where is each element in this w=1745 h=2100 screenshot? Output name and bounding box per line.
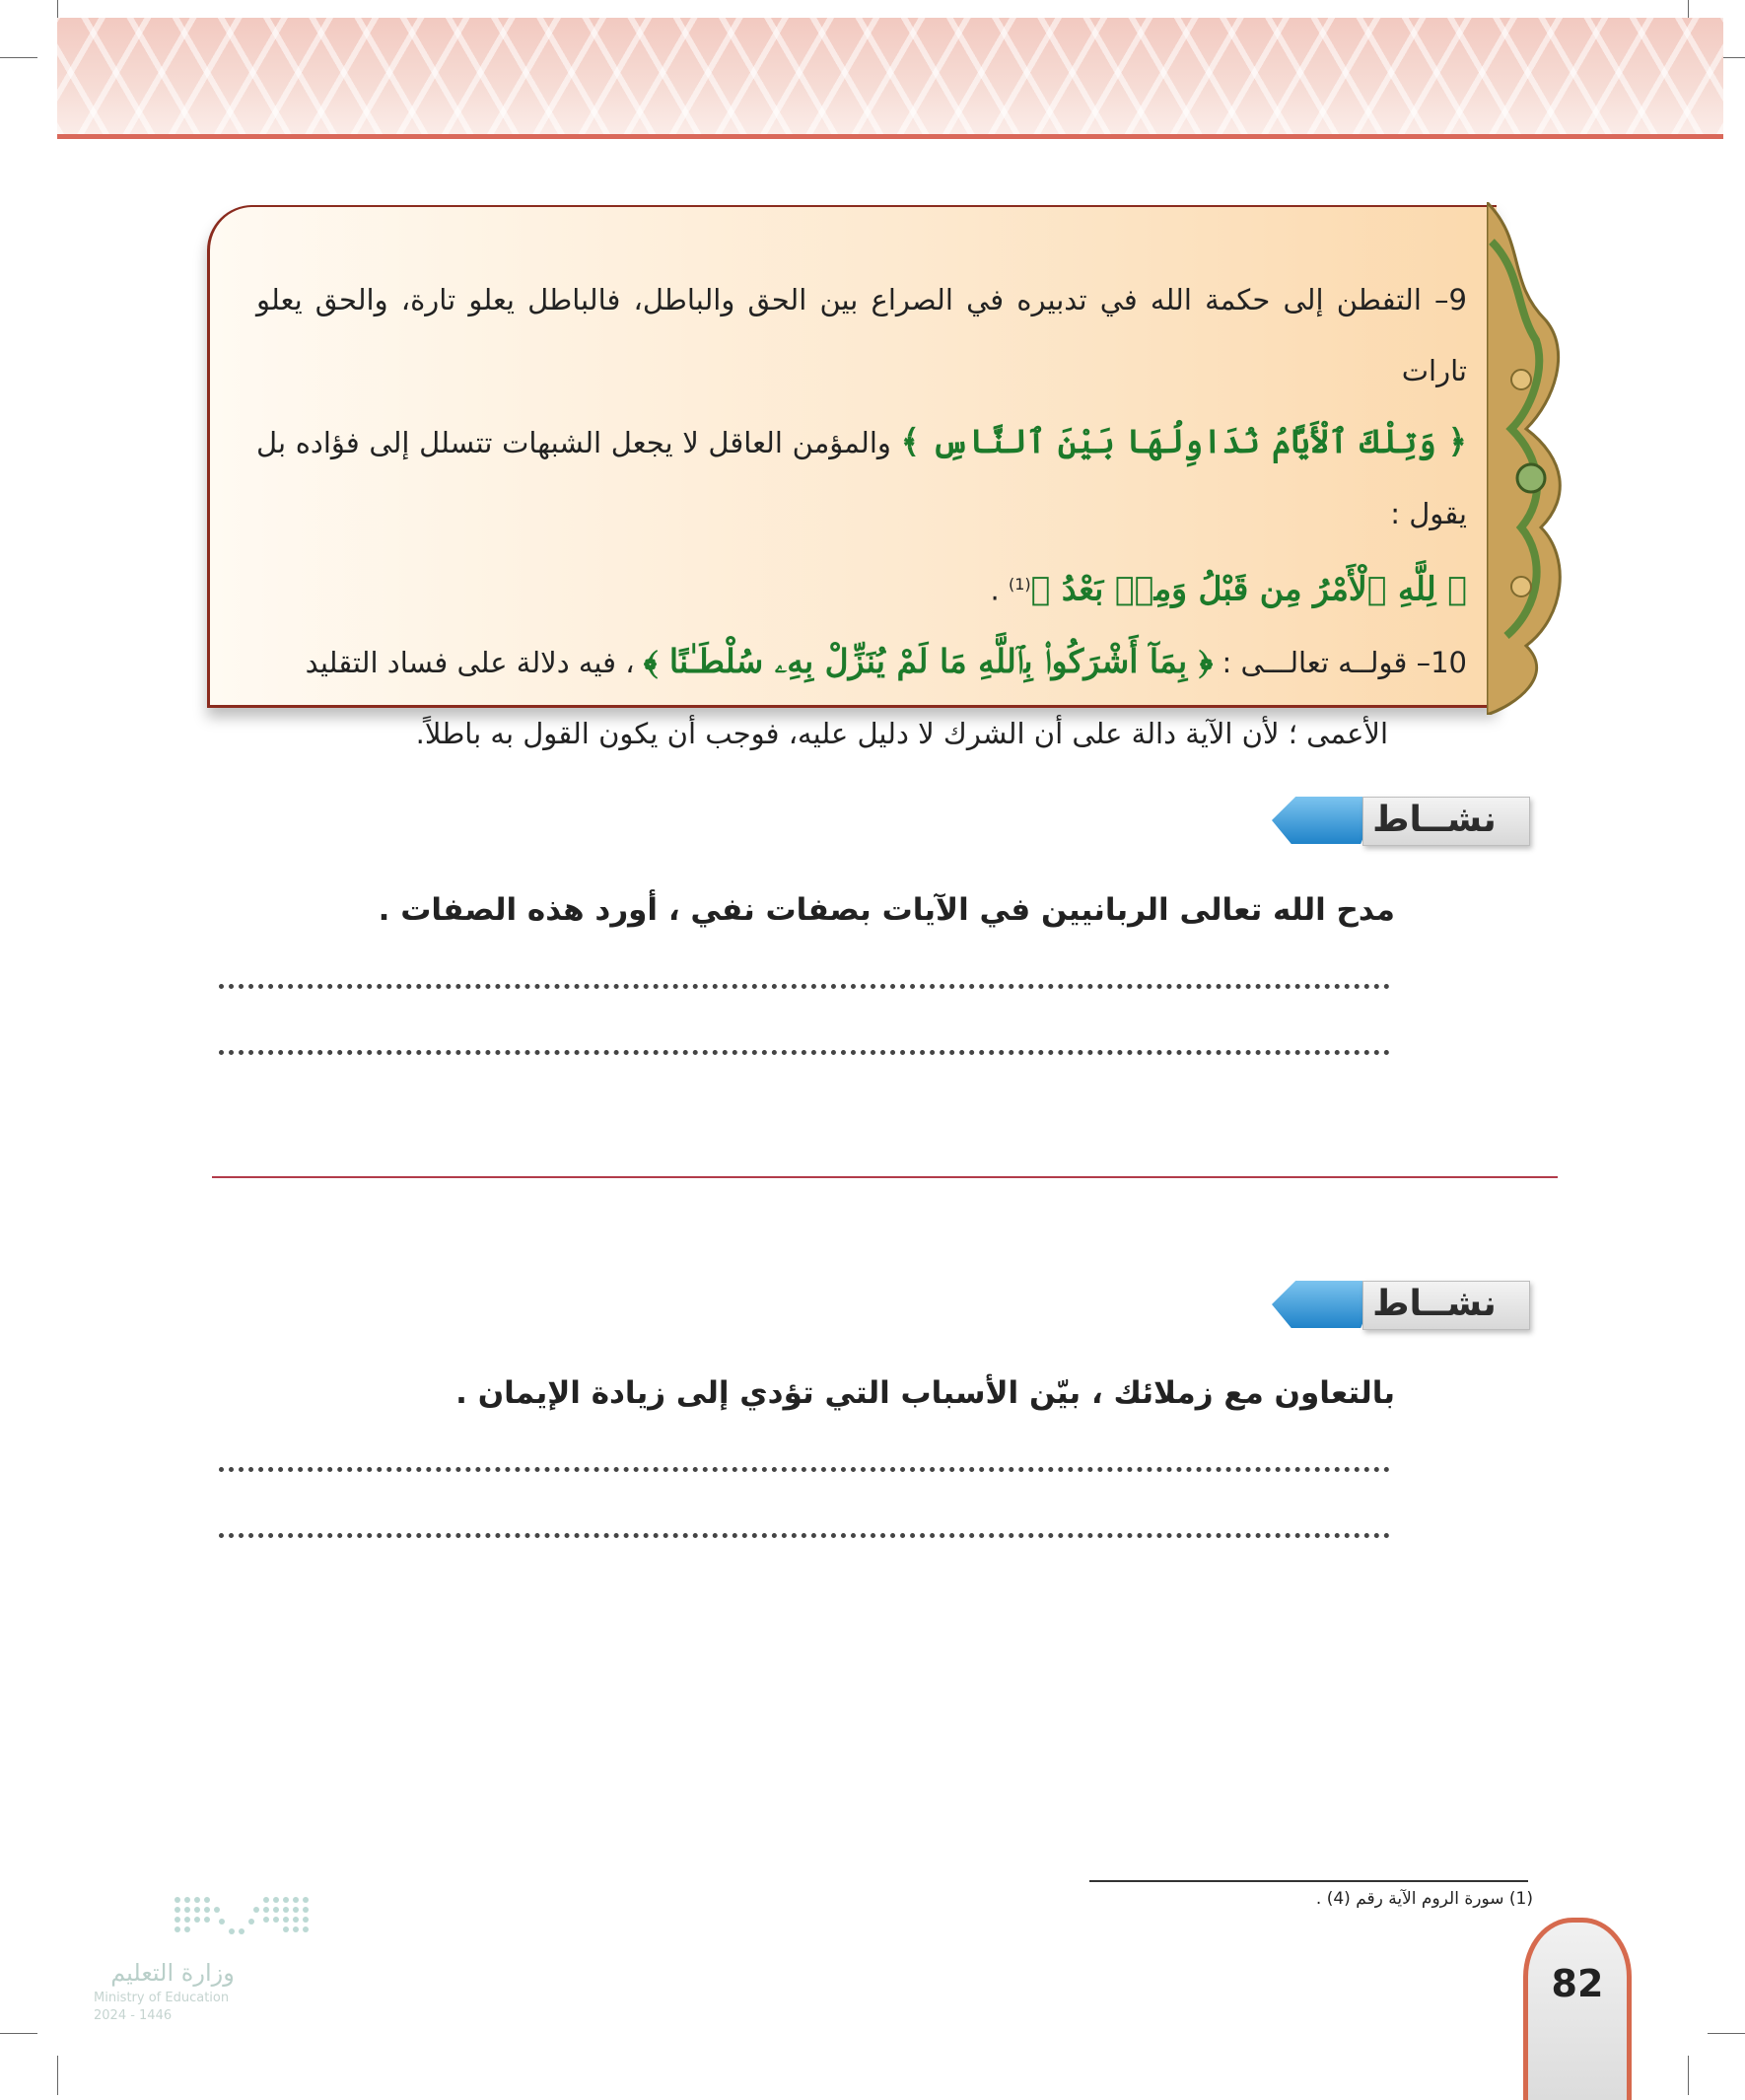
quran-verse: ﴿ وَتِلْكَ ٱلْأَيَّامُ نُدَاوِلُهَا بَيْنَ ٱلنَّاسِ ﴾ [900, 422, 1468, 460]
crop-mark [57, 2056, 58, 2095]
activity-question: مدح الله تعالى الربانيين في الآيات بصفات نفي ، أورد هذه الصفات . [378, 892, 1395, 928]
activity-tag-label: نشــاط [1372, 800, 1497, 840]
activity-tag [1272, 1275, 1530, 1334]
point-9-line2 [256, 406, 1467, 549]
ministry-year: 2024 - 1446 [94, 2008, 173, 2023]
ministry-logo [94, 1888, 330, 2026]
crop-mark [0, 2033, 37, 2034]
answer-line[interactable] [219, 1533, 1390, 1538]
page-number: 82 [1551, 1962, 1604, 2005]
crop-mark [1688, 2056, 1689, 2095]
quran-verse: ﴿ بِمَآ أَشْرَكُوا۟ بِٱللَّهِ مَا لَمْ يُنَزِّلْ بِهِۦ سُلْطَـٰنًا ﴾ [643, 641, 1214, 680]
answer-line[interactable] [219, 984, 1390, 989]
ministry-name-ar: وزارة التعليم [110, 1959, 235, 1987]
footnote-reference: (1) [1008, 575, 1031, 594]
answer-line[interactable] [219, 1467, 1390, 1472]
point-10-line2: الأعمى ؛ لأن الآية دالة على أن الشرك لا دليل عليه، فوجب أن يكون القول به باطلاً. [415, 716, 1388, 750]
point-9-text: والمؤمن العاقل لا يجعل الشبهات تتسلل إلى فؤاده بل يقول : [256, 426, 1467, 530]
answer-line[interactable] [219, 1050, 1390, 1055]
point-10-text: ، فيه دلالة على فساد التقليد [305, 645, 635, 679]
header-pattern-band [57, 18, 1723, 134]
point-10-lead: 10– قولــه تعالـــى : [1222, 645, 1467, 679]
header-rule [57, 134, 1723, 139]
ministry-name-en: Ministry of Education [94, 1991, 230, 2005]
activity-tag-label: نشــاط [1372, 1284, 1497, 1324]
activity-question: بالتعاون مع زملائك ، بيّن الأسباب التي تؤدي إلى زيادة الإيمان . [455, 1375, 1395, 1411]
sentence-end: . [990, 573, 1000, 607]
ministry-logo-dots-icon [94, 1888, 330, 1957]
activity-tag [1272, 791, 1530, 850]
point-9-line3 [256, 549, 1467, 626]
arabesque-ornament-icon [1487, 202, 1570, 715]
section-divider [212, 1176, 1558, 1178]
footnote: (1) سورة الروم الآية رقم (4) . [1315, 1889, 1533, 1909]
page-number-badge [1523, 1918, 1632, 2100]
point-9-line1: 9– التفطن إلى حكمة الله في تدبيره في الصراع بين الحق والباطل، فالباطل يعلو تارة، والحق يعلو تارات [256, 283, 1467, 387]
lesson-points [256, 264, 1467, 769]
crop-mark [0, 57, 37, 58]
point-10-line1 [256, 626, 1467, 698]
quran-verse: ﴿ لِلَّهِ ٱلْأَمْرُ مِن قَبْلُ وَمِنۢ بَعْدُ ﴾ [1030, 569, 1467, 608]
footnote-rule [1089, 1880, 1528, 1882]
crop-mark [1708, 2033, 1745, 2034]
